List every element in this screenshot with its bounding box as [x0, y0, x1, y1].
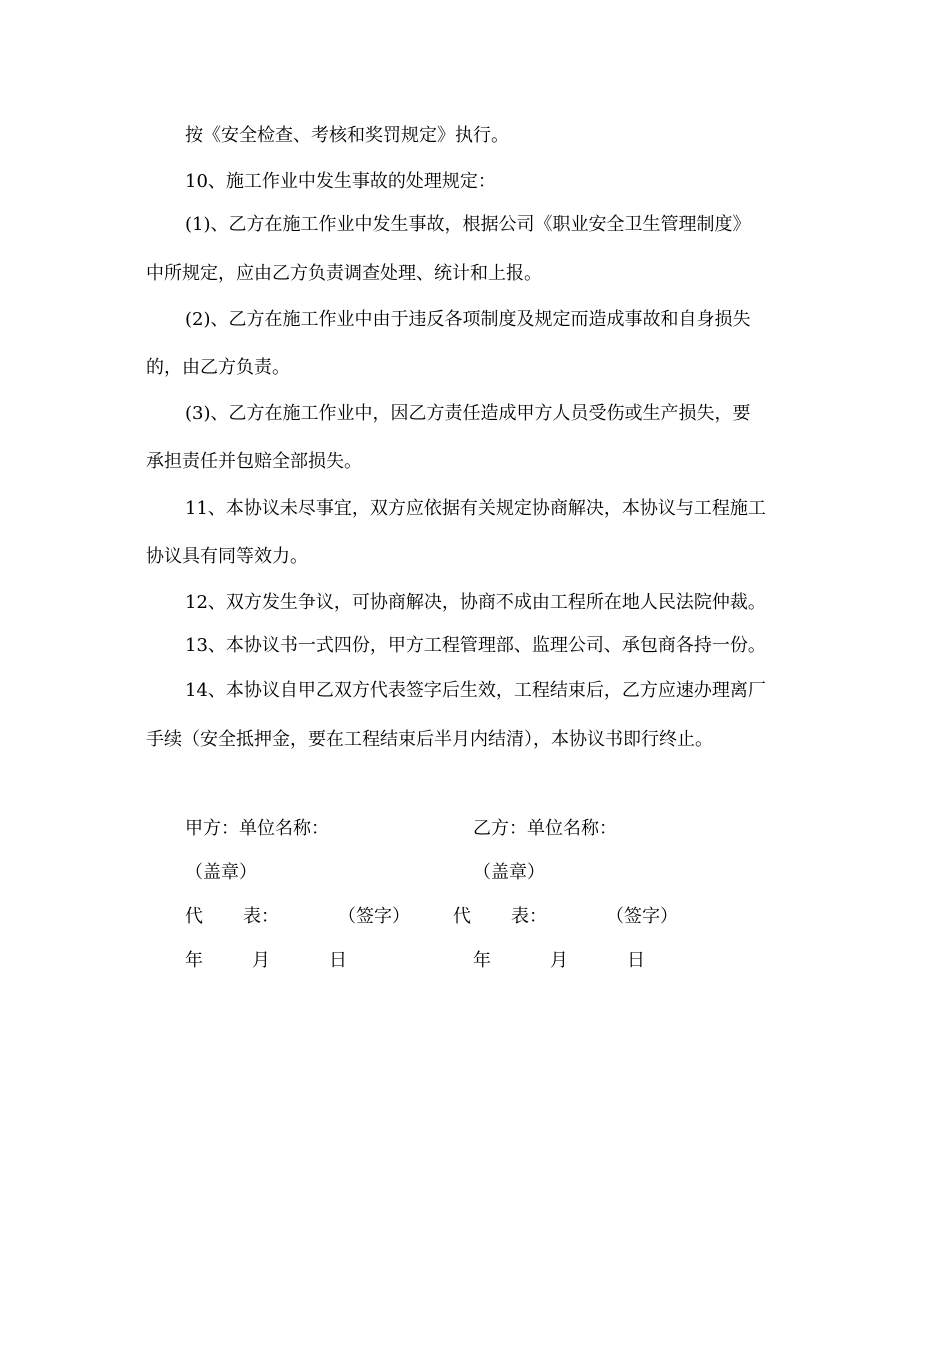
clause-9-continuation: 按《安全检查、考核和奖罚规定》执行。 [185, 125, 509, 146]
clause-11-line-1: 11、本协议未尽事宜，双方应依据有关规定协商解决，本协议与工程施工 [185, 498, 766, 519]
party-b-sign-label: （签字） [606, 906, 678, 927]
party-b-day-label: 日 [627, 950, 645, 971]
clause-10-item-2-line-2: 的，由乙方负责。 [146, 357, 290, 378]
party-a-sign-label: （签字） [338, 906, 410, 927]
clause-11-line-2: 协议具有同等效力。 [146, 546, 308, 567]
clause-12: 12、双方发生争议，可协商解决，协商不成由工程所在地人民法院仲裁。 [185, 592, 766, 613]
clause-13: 13、本协议书一式四份，甲方工程管理部、监理公司、承包商各持一份。 [185, 635, 766, 656]
party-b-unit-label: 乙方：单位名称： [473, 818, 617, 839]
clause-14-line-2: 手续（安全抵押金，要在工程结束后半月内结清），本协议书即行终止。 [146, 729, 713, 750]
party-b-rep-label-2: 表： [511, 906, 547, 927]
clause-14-line-1: 14、本协议自甲乙双方代表签字后生效，工程结束后，乙方应速办理离厂 [185, 680, 766, 701]
clause-10-item-2-line-1: (2)、乙方在施工作业中由于违反各项制度及规定而造成事故和自身损失 [185, 309, 751, 330]
party-b-month-label: 月 [550, 950, 568, 971]
party-b-seal-label: （盖章） [473, 862, 545, 883]
party-a-month-label: 月 [252, 950, 270, 971]
party-a-unit-label: 甲方：单位名称： [185, 818, 329, 839]
party-a-rep-label-1: 代 [185, 906, 203, 927]
party-a-seal-label: （盖章） [185, 862, 257, 883]
clause-10-item-1-line-2: 中所规定，应由乙方负责调查处理、统计和上报。 [146, 263, 542, 284]
party-b-rep-label-1: 代 [453, 906, 471, 927]
clause-10-heading: 10、施工作业中发生事故的处理规定： [185, 171, 496, 192]
party-a-year-label: 年 [185, 950, 203, 971]
party-a-rep-label-2: 表： [243, 906, 279, 927]
clause-10-item-3-line-2: 承担责任并包赔全部损失。 [146, 451, 362, 472]
clause-10-item-1-line-1: (1)、乙方在施工作业中发生事故，根据公司《职业安全卫生管理制度》 [185, 214, 751, 235]
party-b-year-label: 年 [473, 950, 491, 971]
clause-10-item-3-line-1: (3)、乙方在施工作业中，因乙方责任造成甲方人员受伤或生产损失，要 [185, 403, 751, 424]
party-a-day-label: 日 [329, 950, 347, 971]
